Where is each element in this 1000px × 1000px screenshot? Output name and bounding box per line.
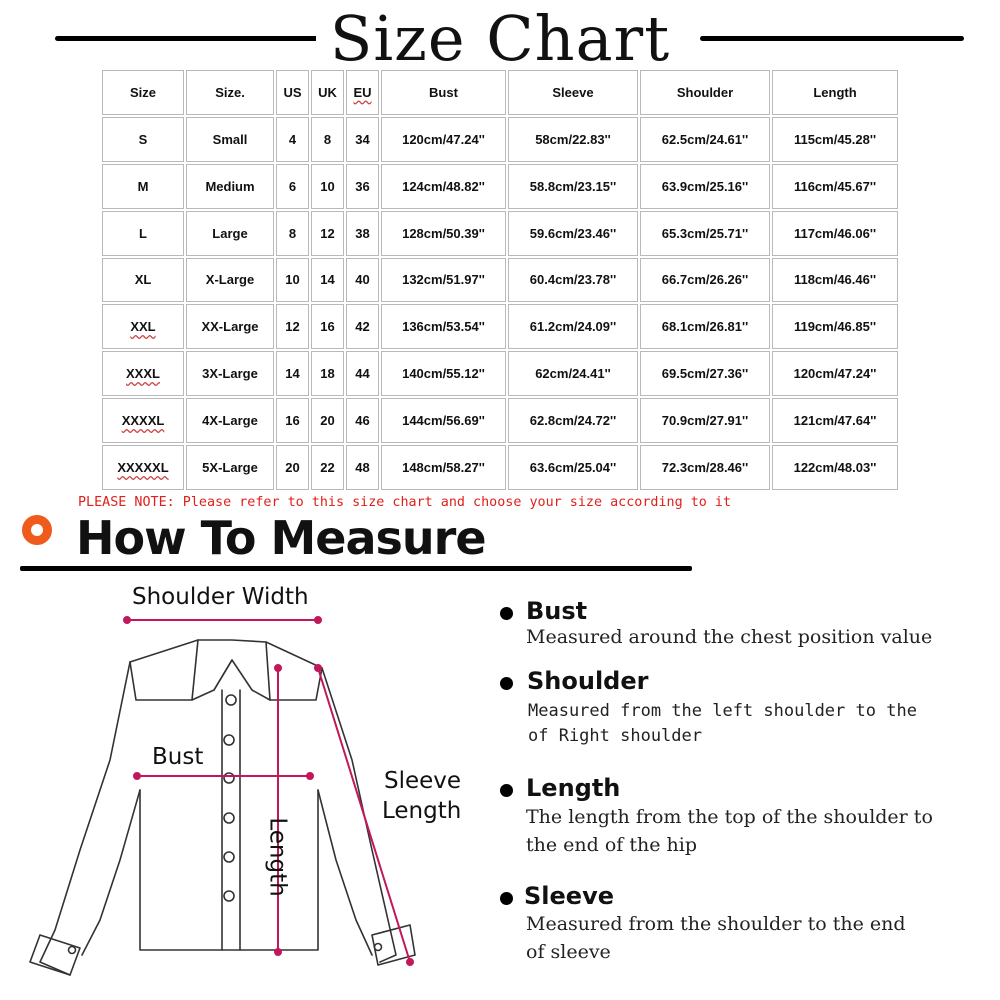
- table-row: [102, 164, 898, 209]
- black-dot-icon: [500, 784, 513, 797]
- table-cell: Large: [186, 211, 274, 256]
- def-desc-shoulder-2: of Right shoulder: [528, 726, 702, 746]
- table-cell: 14: [311, 258, 344, 303]
- table-cell: 119cm/46.85'': [772, 304, 898, 349]
- table-cell: 59.6cm/23.46'': [508, 211, 638, 256]
- label-sleeve-line2: Length: [382, 798, 462, 824]
- table-cell: 48: [346, 445, 379, 490]
- table-cell: XX-Large: [186, 304, 274, 349]
- table-cell: 58.8cm/23.15'': [508, 164, 638, 209]
- table-header-cell: EU: [346, 70, 379, 115]
- table-cell: 14: [276, 351, 309, 396]
- table-cell: 62.5cm/24.61'': [640, 117, 770, 162]
- table-header-cell: US: [276, 70, 309, 115]
- table-cell: 38: [346, 211, 379, 256]
- table-header-cell: Size: [102, 70, 184, 115]
- table-cell: 115cm/45.28'': [772, 117, 898, 162]
- table-cell: M: [102, 164, 184, 209]
- label-sleeve-line1: Sleeve: [384, 768, 462, 794]
- page-title: [0, 2, 1000, 76]
- table-cell: 63.9cm/25.16'': [640, 164, 770, 209]
- table-cell: S: [102, 117, 184, 162]
- how-to-measure-heading: How To Measure: [76, 511, 486, 565]
- table-cell: 61.2cm/24.09'': [508, 304, 638, 349]
- table-cell: L: [102, 211, 184, 256]
- table-cell: 124cm/48.82'': [381, 164, 506, 209]
- table-cell: 60.4cm/23.78'': [508, 258, 638, 303]
- table-cell: 3X-Large: [186, 351, 274, 396]
- table-cell: XXXXL: [102, 398, 184, 443]
- table-cell: 40: [346, 258, 379, 303]
- table-cell: 65.3cm/25.71'': [640, 211, 770, 256]
- table-row: [102, 304, 898, 349]
- table-row: [102, 211, 898, 256]
- table-cell: 62.8cm/24.72'': [508, 398, 638, 443]
- table-cell: 4: [276, 117, 309, 162]
- def-desc-length-1: The length from the top of the shoulder to: [526, 806, 933, 828]
- table-row: [102, 398, 898, 443]
- table-cell: 8: [276, 211, 309, 256]
- size-chart-body: [102, 70, 898, 490]
- def-term-shoulder: Shoulder: [527, 667, 649, 695]
- table-cell: 4X-Large: [186, 398, 274, 443]
- black-dot-icon: [500, 892, 513, 905]
- table-cell: 118cm/46.46'': [772, 258, 898, 303]
- table-row: [102, 117, 898, 162]
- table-cell: 8: [311, 117, 344, 162]
- table-cell: 69.5cm/27.36'': [640, 351, 770, 396]
- table-header-cell: Bust: [381, 70, 506, 115]
- black-dot-icon: [500, 677, 513, 690]
- table-cell: 5X-Large: [186, 445, 274, 490]
- table-cell: 20: [311, 398, 344, 443]
- table-cell: 10: [276, 258, 309, 303]
- def-desc-bust: Measured around the chest position value: [526, 626, 933, 648]
- table-cell: 66.7cm/26.26'': [640, 258, 770, 303]
- table-cell: 6: [276, 164, 309, 209]
- table-cell: 36: [346, 164, 379, 209]
- table-header-cell: Size.: [186, 70, 274, 115]
- table-cell: 42: [346, 304, 379, 349]
- table-cell: X-Large: [186, 258, 274, 303]
- table-row: [102, 445, 898, 490]
- table-cell: 63.6cm/25.04'': [508, 445, 638, 490]
- table-cell: 120cm/47.24'': [772, 351, 898, 396]
- table-cell: Small: [186, 117, 274, 162]
- def-term-length: Length: [526, 774, 621, 802]
- table-cell: 44: [346, 351, 379, 396]
- table-cell: 16: [311, 304, 344, 349]
- table-cell: 128cm/50.39'': [381, 211, 506, 256]
- table-cell: Medium: [186, 164, 274, 209]
- table-cell: 136cm/53.54'': [381, 304, 506, 349]
- table-cell: 144cm/56.69'': [381, 398, 506, 443]
- table-cell: 122cm/48.03'': [772, 445, 898, 490]
- table-row: [102, 258, 898, 303]
- table-cell: 16: [276, 398, 309, 443]
- size-chart-table: [100, 68, 900, 492]
- table-cell: 12: [276, 304, 309, 349]
- table-cell: 117cm/46.06'': [772, 211, 898, 256]
- def-desc-sleeve-2: of sleeve: [526, 941, 611, 963]
- please-note: PLEASE NOTE: Please refer to this size chart and choose your size according to it: [78, 495, 732, 510]
- table-cell: 20: [276, 445, 309, 490]
- table-cell: 140cm/55.12'': [381, 351, 506, 396]
- table-cell: 148cm/58.27'': [381, 445, 506, 490]
- label-length: Length: [264, 817, 291, 897]
- def-desc-sleeve-1: Measured from the shoulder to the end: [526, 913, 906, 935]
- table-header-cell: Shoulder: [640, 70, 770, 115]
- label-shoulder-width: Shoulder Width: [132, 584, 309, 610]
- table-cell: 70.9cm/27.91'': [640, 398, 770, 443]
- table-cell: 62cm/24.41'': [508, 351, 638, 396]
- table-cell: 132cm/51.97'': [381, 258, 506, 303]
- table-cell: XXXL: [102, 351, 184, 396]
- table-cell: 68.1cm/26.81'': [640, 304, 770, 349]
- def-term-bust: Bust: [526, 597, 588, 625]
- orange-ring-icon: [22, 515, 52, 545]
- table-cell: 120cm/47.24'': [381, 117, 506, 162]
- table-cell: 116cm/45.67'': [772, 164, 898, 209]
- table-cell: 72.3cm/28.46'': [640, 445, 770, 490]
- def-term-sleeve: Sleeve: [524, 882, 614, 910]
- table-row: [102, 351, 898, 396]
- table-cell: 58cm/22.83'': [508, 117, 638, 162]
- table-cell: 34: [346, 117, 379, 162]
- page-title-text: Size Chart: [316, 2, 684, 75]
- table-cell: 18: [311, 351, 344, 396]
- table-cell: 121cm/47.64'': [772, 398, 898, 443]
- black-dot-icon: [500, 607, 513, 620]
- table-header-row: [102, 70, 898, 115]
- table-cell: 22: [311, 445, 344, 490]
- table-cell: XXXXXL: [102, 445, 184, 490]
- table-header-cell: Sleeve: [508, 70, 638, 115]
- table-header-cell: Length: [772, 70, 898, 115]
- table-cell: XXL: [102, 304, 184, 349]
- table-cell: 46: [346, 398, 379, 443]
- table-header-cell: UK: [311, 70, 344, 115]
- table-cell: XL: [102, 258, 184, 303]
- label-bust: Bust: [152, 744, 204, 770]
- def-desc-shoulder-1: Measured from the left shoulder to the: [528, 701, 917, 721]
- table-cell: 12: [311, 211, 344, 256]
- table-cell: 10: [311, 164, 344, 209]
- def-desc-length-2: the end of the hip: [526, 834, 697, 856]
